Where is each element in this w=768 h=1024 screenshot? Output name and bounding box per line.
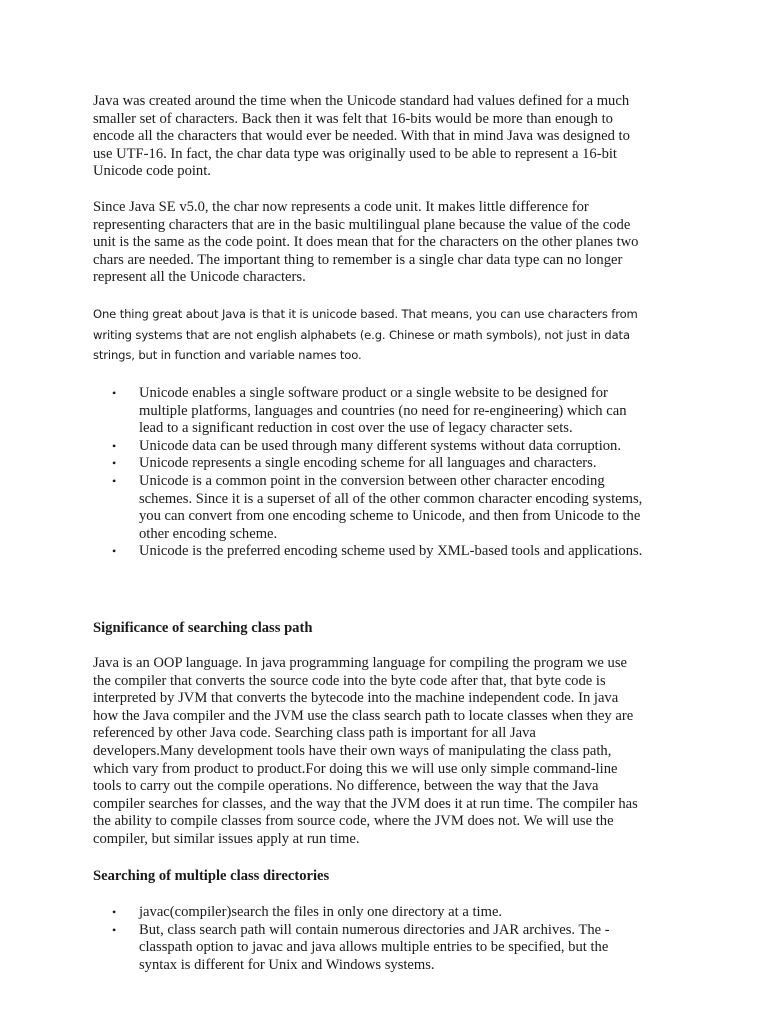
text-line: developers.Many development tools have their own ways of manipulating the class path, bbox=[93, 742, 612, 759]
text-line: But, class search path will contain numerous directories and JAR archives. The - bbox=[139, 921, 610, 938]
heading-text: Searching of multiple class directories bbox=[93, 868, 330, 884]
bullet-icon: • bbox=[112, 905, 117, 919]
text-line: smaller set of characters. Back then it was felt that 16-bits would be more than enough to bbox=[93, 110, 613, 127]
text-line: syntax is different for Unix and Windows systems. bbox=[139, 956, 435, 973]
list-item bbox=[93, 473, 733, 543]
bullet-icon: • bbox=[112, 386, 117, 400]
text-line: multiple platforms, languages and countries (no need for re-engineering) which can bbox=[139, 402, 627, 419]
list-item bbox=[93, 543, 733, 561]
list-item bbox=[93, 922, 733, 975]
bullet-icon: • bbox=[112, 456, 117, 471]
text-line: Since Java SE v5.0, the char now represents a code unit. It makes little difference for bbox=[93, 199, 589, 215]
bullet-icon: • bbox=[112, 922, 117, 937]
text-line: how the Java compiler and the JVM use the class search path to locate classes when they are bbox=[93, 707, 634, 724]
text-line: Unicode is a common point in the conversion between other character encoding bbox=[139, 472, 605, 489]
text-line: writing systems that are not english alphabets (e.g. Chinese or math symbols), not just in data bbox=[93, 327, 630, 342]
list-item bbox=[93, 438, 733, 456]
text-line: encode all the characters that would ever be needed. With that in mind Java was designed to bbox=[93, 128, 630, 145]
paragraph-char-code-unit bbox=[93, 199, 693, 287]
text-line: schemes. Since it is a superset of all of the other common character encoding systems, bbox=[139, 490, 643, 507]
text-line: lead to a significant reduction in cost over the use of legacy character sets. bbox=[139, 420, 573, 437]
text-line: Unicode data can be used through many different systems without data corruption. bbox=[139, 437, 622, 454]
heading-text: Significance of searching class path bbox=[93, 620, 313, 636]
text-line: representing characters that are in the basic multilingual plane because the value of the code bbox=[93, 216, 631, 233]
text-line: Java is an OOP language. In java programming language for compiling the program we use bbox=[93, 655, 628, 671]
text-line: represent all the Unicode characters. bbox=[93, 269, 306, 286]
text-line: the compiler that converts the source code into the byte code after that, that byte code is bbox=[93, 672, 606, 689]
text-line: use UTF-16. In fact, the char data type was originally used to be able to represent a 16-bit bbox=[93, 145, 617, 162]
bullet-icon: • bbox=[112, 473, 117, 488]
text-line: One thing great about Java is that it is unicode based. That means, you can use characters from bbox=[93, 307, 638, 321]
text-line: compiler searches for classes, and the way that the JVM does it at run time. The compiler has bbox=[93, 795, 638, 812]
text-line: Java was created around the time when the Unicode standard had values defined for a much bbox=[93, 93, 630, 109]
unicode-benefits-list bbox=[93, 385, 733, 561]
text-line: Unicode is the preferred encoding scheme used by XML-based tools and applications. bbox=[139, 543, 643, 560]
list-item bbox=[93, 904, 733, 922]
text-line: interpreted by JVM that converts the bytecode into the machine independent code. In java bbox=[93, 690, 619, 707]
text-line: Unicode represents a single encoding scheme for all languages and characters. bbox=[139, 455, 597, 472]
class-directories-list bbox=[93, 904, 733, 974]
text-line: you can convert from one encoding scheme to Unicode, and then from Unicode to the bbox=[139, 508, 641, 525]
text-line: chars are needed. The important thing to remember is a single char data type can no longer bbox=[93, 251, 623, 268]
bullet-icon: • bbox=[112, 544, 117, 559]
text-line: Unicode code point. bbox=[93, 163, 211, 180]
section-heading-multiple-directories bbox=[93, 868, 693, 886]
text-line: classpath option to javac and java allows multiple entries to be specified, but the bbox=[139, 939, 609, 956]
text-line: javac(compiler)search the files in only one directory at a time. bbox=[139, 904, 503, 920]
text-line: which vary from product to product.For doing this we will use only simple command-line bbox=[93, 760, 618, 777]
text-line: referenced by other Java code. Searching class path is important for all Java bbox=[93, 725, 536, 742]
bullet-icon: • bbox=[112, 438, 117, 453]
list-item bbox=[93, 385, 733, 438]
text-line: Unicode enables a single software product or a single website to be designed for bbox=[139, 385, 608, 401]
paragraph-unicode-based bbox=[93, 304, 693, 366]
text-line: unit is the same as the code point. It does mean that for the characters on the other planes two bbox=[93, 234, 639, 251]
section-heading-class-path bbox=[93, 620, 693, 638]
text-line: compiler, but similar issues apply at run time. bbox=[93, 830, 360, 847]
text-line: strings, but in function and variable names too. bbox=[93, 348, 362, 362]
text-line: the ability to compile classes from source code, where the JVM does not. We will use the bbox=[93, 813, 614, 830]
list-item bbox=[93, 455, 733, 473]
paragraph-java-unicode-history bbox=[93, 93, 693, 181]
text-line: other encoding scheme. bbox=[139, 525, 278, 542]
paragraph-class-path bbox=[93, 655, 693, 849]
text-line: tools to carry out the compile operations. No difference, between the way that the Java bbox=[93, 778, 599, 795]
